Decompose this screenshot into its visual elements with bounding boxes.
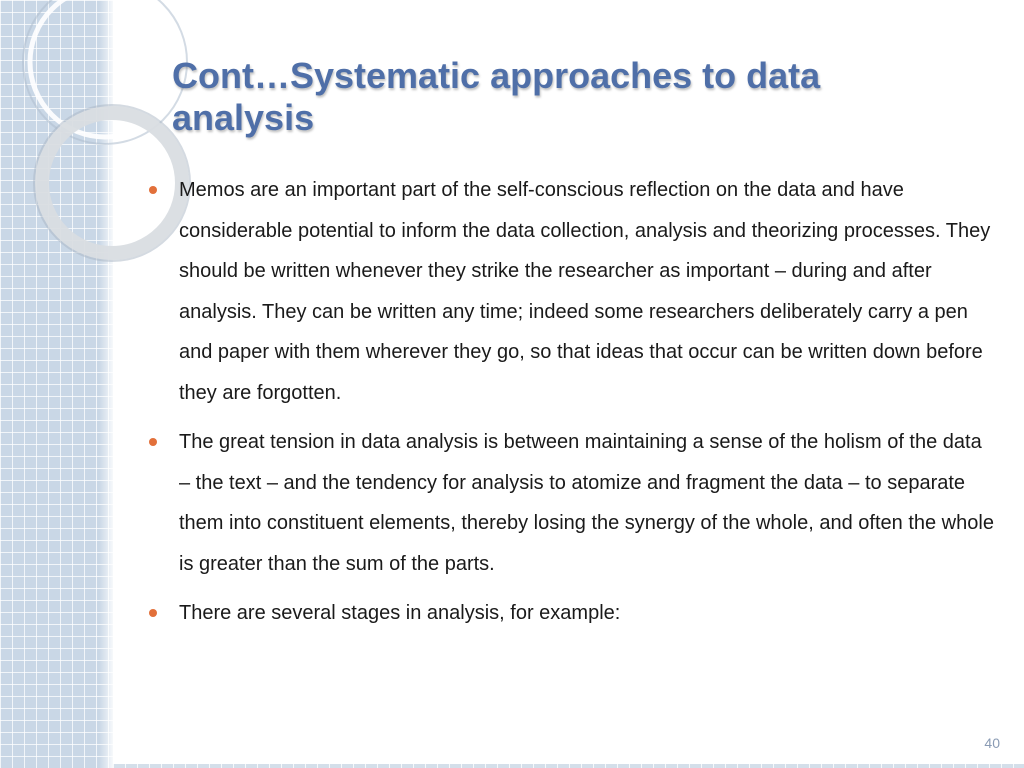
bullet-list xyxy=(147,170,995,643)
bullet-item xyxy=(147,593,995,634)
page-number: 40 xyxy=(984,735,1000,751)
decorative-bottom-band xyxy=(113,764,1024,768)
side-band-shade xyxy=(99,0,113,768)
bullet-dot-icon xyxy=(149,609,157,617)
bullet-item xyxy=(147,170,995,413)
bullet-text: There are several stages in analysis, for example: xyxy=(179,602,621,624)
bullet-text: The great tension in data analysis is between maintaining a sense of the holism of the data – the text – and the tendency for analysis to atomize and fragment the data – to separate them into constituent elements, thereby losing the synergy of the whole, and often the whole is greater than the sum of the parts. xyxy=(179,431,994,575)
bullet-text: Memos are an important part of the self-conscious reflection on the data and have considerable potential to inform the data collection, analysis and theorizing processes. They should be written whenever they strike the researcher as important – during and after analysis. They can be written any time; indeed some researchers deliberately carry a pen and paper with them wherever they go, so that ideas that occur can be written down before they are forgotten. xyxy=(179,179,991,404)
decorative-side-band xyxy=(0,0,113,768)
bullet-item xyxy=(147,422,995,584)
bullet-dot-icon xyxy=(149,438,157,446)
slide-title: Cont…Systematic approaches to data analysis xyxy=(172,55,821,138)
bullet-dot-icon xyxy=(149,186,157,194)
